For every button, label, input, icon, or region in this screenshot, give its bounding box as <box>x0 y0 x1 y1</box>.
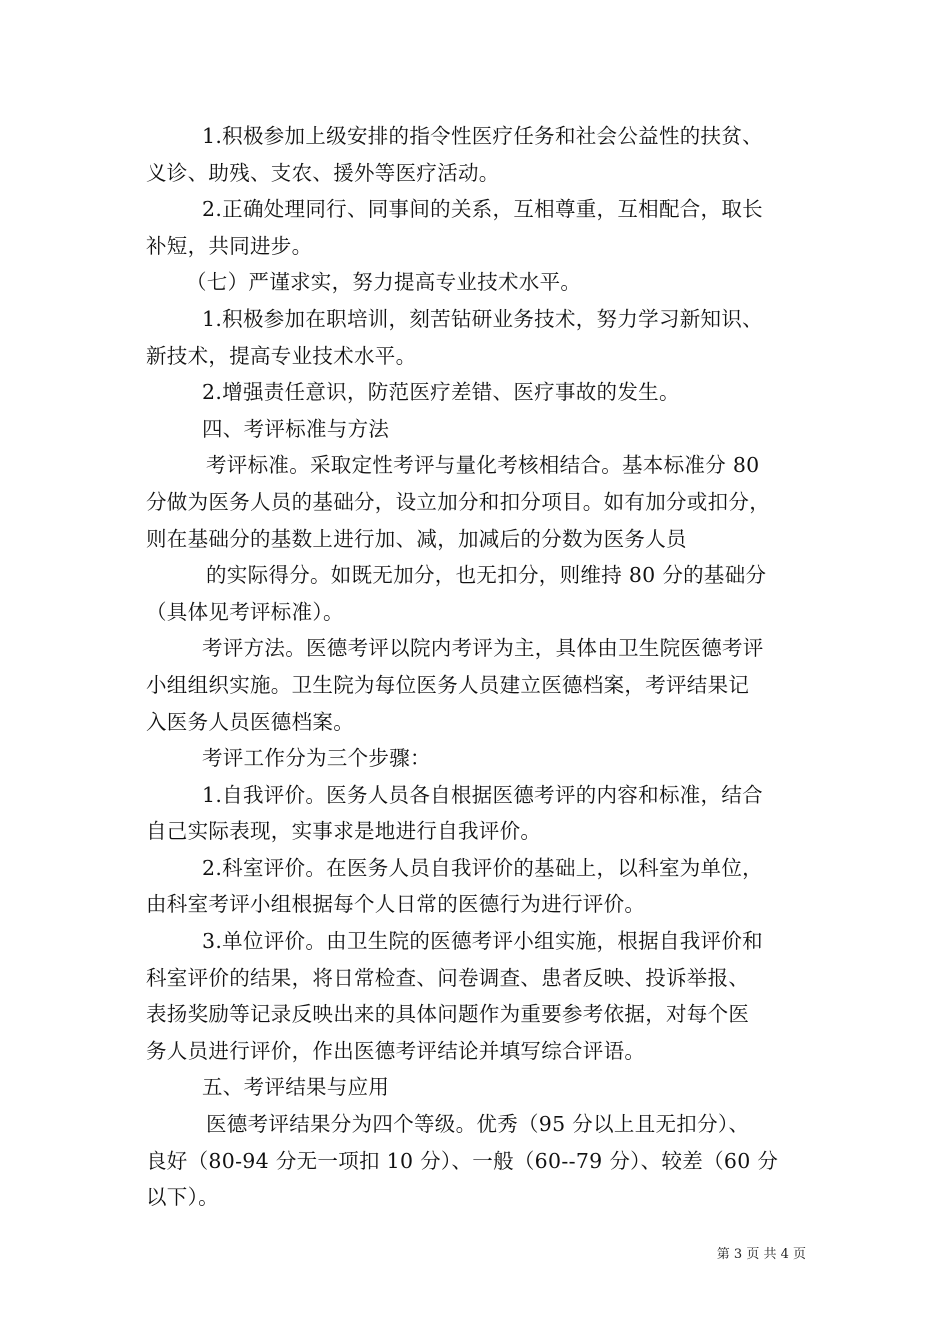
text-line: 新技术，提高专业技术水平。 <box>146 343 417 368</box>
text-line: 补短，共同进步。 <box>146 233 313 258</box>
section-heading: 五、考评结果与应用 <box>202 1075 390 1100</box>
text-line: 分做为医务人员的基础分，设立加分和扣分项目。如有加分或扣分， <box>146 489 770 514</box>
text-line: 2.增强责任意识，防范医疗差错、医疗事故的发生。 <box>202 380 680 405</box>
text-line: 3.单位评价。由卫生院的医德考评小组实施，根据自我评价和 <box>202 929 763 954</box>
text-line: 义诊、助残、支农、援外等医疗活动。 <box>146 160 500 185</box>
text-line: 则在基础分的基数上进行加、减，加减后的分数为医务人员 <box>146 526 687 551</box>
text-line: 考评标准。采取定性考评与量化考核相结合。基本标准分 80 <box>206 453 760 478</box>
page-number: 第 3 页 共 4 页 <box>716 1247 806 1262</box>
text-line: 的实际得分。如既无加分，也无扣分，则维持 80 分的基础分 <box>206 563 767 588</box>
section-heading: （七）严谨求实，努力提高专业技术水平。 <box>186 270 582 295</box>
text-line: 自己实际表现，实事求是地进行自我评价。 <box>146 819 542 844</box>
text-line: 良好（80-94 分无一项扣 10 分）、一般（60--79 分）、较差（60 分 <box>146 1148 779 1173</box>
text-line: 1.积极参加在职培训，刻苦钻研业务技术，努力学习新知识、 <box>202 306 763 331</box>
text-line: 2.科室评价。在医务人员自我评价的基础上，以科室为单位， <box>202 855 763 880</box>
text-line: 2.正确处理同行、同事间的关系，互相尊重，互相配合，取长 <box>202 197 763 222</box>
text-line: （具体见考评标准）。 <box>146 599 344 624</box>
text-line: 医德考评结果分为四个等级。优秀（95 分以上且无扣分）、 <box>206 1112 750 1137</box>
document-body <box>146 118 826 1216</box>
text-line: 入医务人员医德档案。 <box>146 709 354 734</box>
text-line: 1.积极参加上级安排的指令性医疗任务和社会公益性的扶贫、 <box>202 124 763 148</box>
section-heading: 四、考评标准与方法 <box>202 416 390 441</box>
text-line: 1.自我评价。医务人员各自根据医德考评的内容和标准，结合 <box>202 782 763 807</box>
text-line: 考评工作分为三个步骤： <box>202 746 431 771</box>
text-line: 务人员进行评价，作出医德考评结论并填写综合评语。 <box>146 1038 646 1063</box>
text-line: 由科室考评小组根据每个人日常的医德行为进行评价。 <box>146 892 646 917</box>
text-line: 考评方法。医德考评以院内考评为主，具体由卫生院医德考评 <box>202 636 764 661</box>
text-line: 以下）。 <box>146 1185 219 1210</box>
text-line: 小组组织实施。卫生院为每位医务人员建立医德档案，考评结果记 <box>146 672 750 697</box>
text-line: 科室评价的结果，将日常检查、问卷调查、患者反映、投诉举报、 <box>146 965 750 990</box>
text-line: 表扬奖励等记录反映出来的具体问题作为重要参考依据，对每个医 <box>146 1002 750 1027</box>
